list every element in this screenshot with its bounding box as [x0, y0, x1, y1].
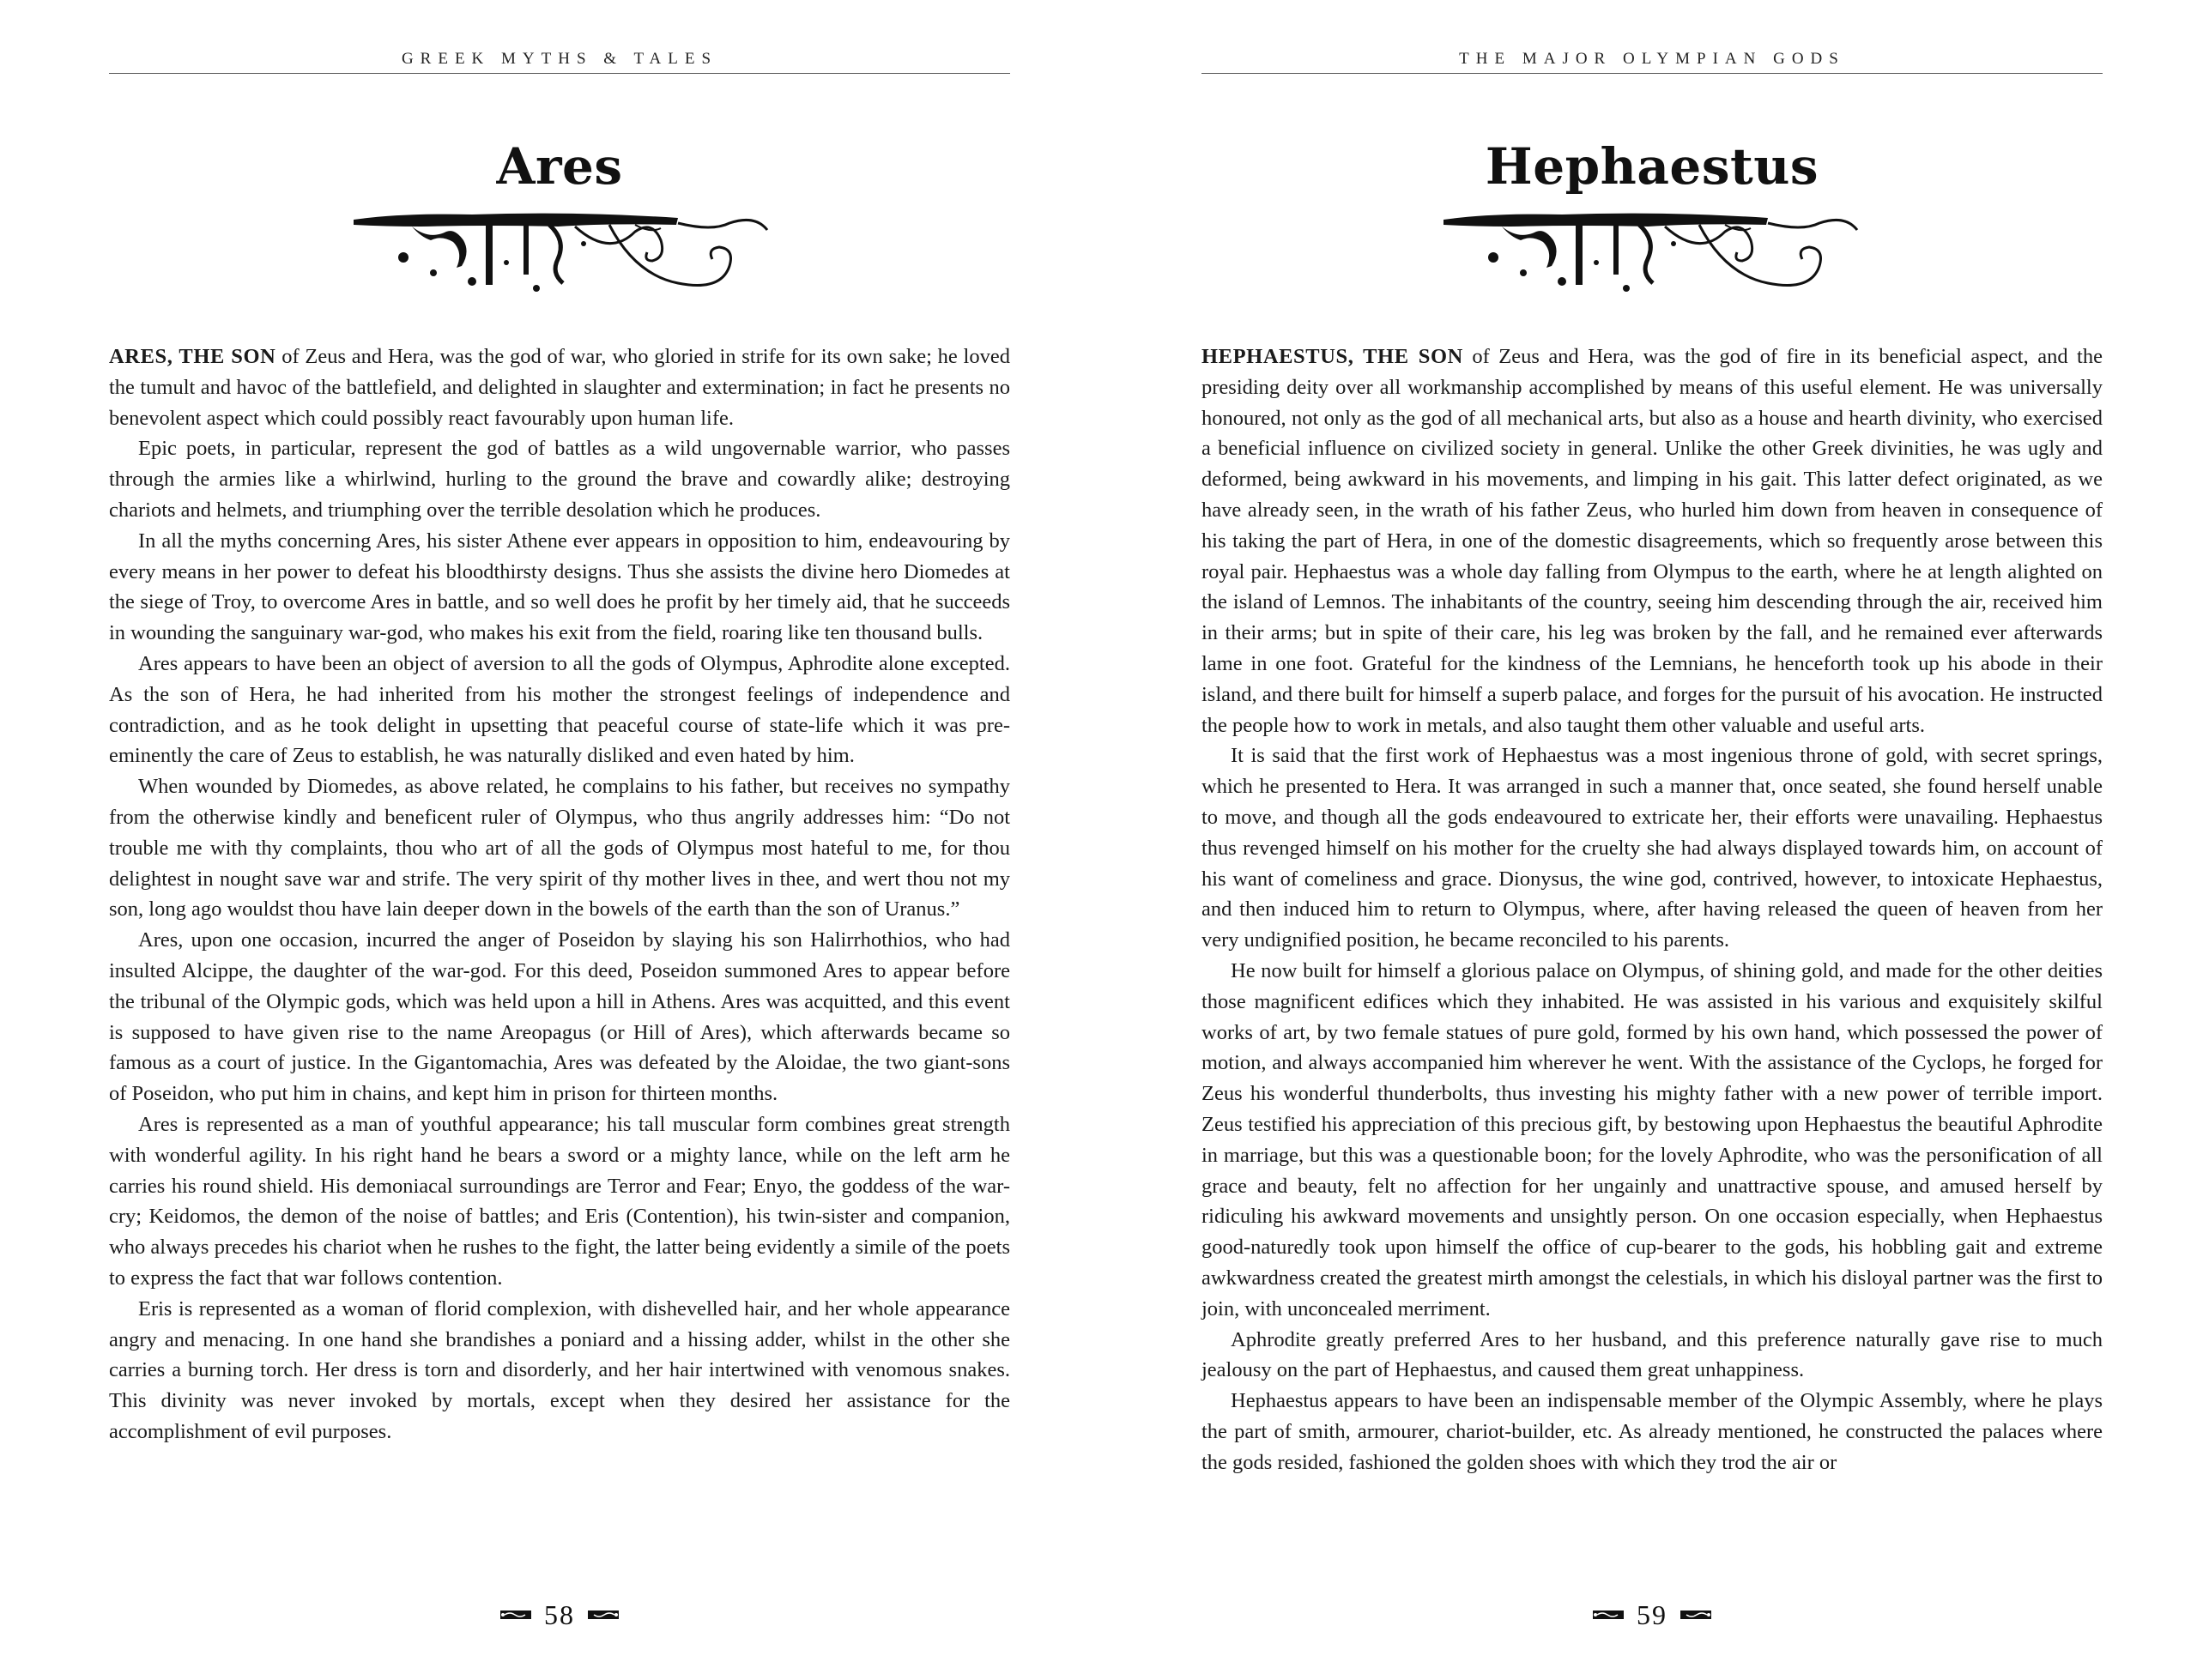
- lead-in: ARES, THE SON: [109, 345, 276, 368]
- page-folio: [109, 1598, 1010, 1632]
- paragraph: Ares is represented as a man of youthful appearance; his tall muscular form combines great strength with wonderful agility. In his right hand he bears a sword or a mighty lance, while on the left arm he carries his round shield. His demoniacal surroundings are Terror and Fear; Enyo, the goddess of the war-cry; Keidomos, the demon of the noise of battles; and Eris (Contention), his twin-sister and companion, who always precedes his chariot when he rushes to the fight, the latter being evidently a simile of the poets to express the fact that war follows contention.: [109, 1112, 1010, 1290]
- header-rule: [109, 73, 1010, 74]
- chapter-title: Ares: [496, 137, 623, 196]
- paragraph: When wounded by Diomedes, as above related, he complains to his father, but receives no sympathy from the otherwise kindly and beneficent ruler of Olympus, who thus angrily addresses him: “Do not trouble me with thy complaints, thou who art of all the gods of Olympus most hateful to me, for thou delightest in nought save war and strife. The very spirit of thy mother lives in thee, and wert thou not my son, long ago wouldst thou have lain deeper down in the bowels of the earth than the son of Uranus.”: [109, 775, 1010, 922]
- first-paragraph: [109, 341, 1010, 433]
- paragraph: Epic poets, in particular, represent the god of battles as a wild ungovernable warrior, who passes through the armies like a whirlwind, hurling to the ground the brave and cowardly alike; destroying chariots and helmets, and triumphing over the terrible desolation which he produces.: [109, 437, 1010, 522]
- first-paragraph: [1201, 341, 2103, 740]
- running-head: THE MAJOR OLYMPIAN GODS: [1459, 50, 1845, 68]
- scroll-ornament-icon: [587, 1607, 620, 1623]
- paragraph: He now built for himself a glorious palace on Olympus, of shining gold, and made for the other deities those magnificent edifices which they inhabited. He was assisted in his various and exquisitely skilful works of art, by two female statues of pure gold, formed by his own hand, which possessed the power of motion, and always accompanied him wherever he went. With the assistance of the Cyclops, he forged for Zeus his wonderful thunderbolts, thus investing his mighty father with a new power of terrible import. Zeus testified his appreciation of this precious gift, by bestowing upon Hephaestus the beautiful Aphrodite in marriage, but this was a questionable boon; for the lovely Aphrodite, who was the personification of all grace and beauty, felt no affection for her ungainly and unattractive spouse, and amused herself by ridiculing his awkward movements and unsightly person. On one occasion especially, when Hephaestus good-naturedly took upon himself the office of cup-bearer to the gods, his hobbling gait and extreme awkwardness created the greatest mirth amongst the celestials, in which his disloyal partner was the first to join, with unconcealed merriment.: [1201, 958, 2103, 1320]
- header-rule: [1201, 73, 2103, 74]
- first-paragraph-text: of Zeus and Hera, was the god of fire in its beneficial aspect, and the presiding deity over all workmanship accomplished by means of this useful element. He was universally honoured, not only as the god of all mechanical arts, but also as a house and hearth divinity, who exercised a beneficial influence on civilized society in general. Unlike the other Greek divinities, he was ugly and deformed, being awkward in his movements, and limping in his gait. This latter defect originated, as we have already seen, in the wrath of his father Zeus, who hurled him down from heaven in consequence of his taking the part of Hera, in one of the domestic disagreements, which so frequently arose between this royal pair. Hephaestus was a whole day falling from Olympus to the earth, where he at length alighted on the island of Lemnos. The inhabitants of the country, seeing him descending through the air, received him in their arms; but in spite of their care, his leg was broken by the fall, and he remained ever afterwards lame in one foot. Grateful for the kindness of the Lemnians, he henceforth took up his abode in their island, and there built for himself a superb palace, and forges for the pursuit of his avocation. He instructed the people how to work in metals, and also taught them other valuable and useful arts.: [1201, 345, 2103, 737]
- body-text: [109, 341, 1010, 1447]
- paragraph: Hephaestus appears to have been an indispensable member of the Olympic Assembly, where he plays the part of smith, armourer, chariot-builder, etc. As already mentioned, he constructed the palaces where the gods resided, fashioned the golden shoes with which they trod the air or: [1201, 1389, 2103, 1474]
- paragraph: It is said that the first work of Hephaestus was a most ingenious throne of gold, with secret springs, which he presented to Hera. It was arranged in such a manner that, once seated, she found herself unable to move, and though all the gods endeavoured to extricate her, their efforts were unavailing. Hephaestus thus revenged himself on his mother for the cruelty she had always displayed towards him, on account of his want of comeliness and grace. Dionysus, the wine god, contrived, however, to intoxicate Hephaestus, and then induced him to return to Olympus, where, after having released the queen of heaven from her very undignified position, he became reconciled to his parents.: [1201, 744, 2103, 952]
- scroll-ornament-icon: [1680, 1607, 1712, 1623]
- scroll-ornament-icon: [499, 1607, 532, 1623]
- body-text: [1201, 341, 2103, 1478]
- page-number: 59: [1637, 1598, 1667, 1630]
- paragraph: Ares, upon one occasion, incurred the anger of Poseidon by slaying his son Halirrhothios, who had insulted Alcippe, the daughter of the war-god. For this deed, Poseidon summoned Ares to appear before the tribunal of the Olympic gods, which was held upon a hill in Athens. Ares was acquitted, and this event is supposed to have given rise to the name Areopagus (or Hill of Ares), which afterwards became so famous as a court of justice. In the Gigantomachia, Ares was defeated by the Aloidae, the two giant-sons of Poseidon, who put him in chains, and kept him in prison for thirteen months.: [109, 928, 1010, 1106]
- ink-splatter-flourish-icon: [1442, 206, 1862, 305]
- paragraph: Eris is represented as a woman of florid complexion, with dishevelled hair, and her whole appearance angry and menacing. In one hand she brandishes a poniard and a hissing adder, whilst in the other she carries a burning torch. Her dress is torn and disorderly, and her hair intertwined with venomous snakes. This divinity was never invoked by mortals, except when they desired her assistance for the accomplishment of evil purposes.: [109, 1296, 1010, 1443]
- left-page: [0, 0, 1098, 1680]
- running-head: GREEK MYTHS & TALES: [401, 50, 718, 68]
- paragraph: In all the myths concerning Ares, his sister Athene ever appears in opposition to him, endeavouring by every means in her power to defeat his bloodthirsty designs. Thus she assists the divine hero Diomedes at the siege of Troy, to overcome Ares in battle, and so well does he profit by her timely aid, that he succeeds in wounding the sanguinary war-god, who makes his exit from the field, roaring like ten thousand bulls.: [109, 529, 1010, 645]
- right-page: [1098, 0, 2197, 1680]
- first-paragraph-text: of Zeus and Hera, was the god of war, who gloried in strife for its own sake; he loved the tumult and havoc of the battlefield, and delighted in slaughter and extermination; in fact he presents no benevolent aspect which could possibly react favourably upon human life.: [109, 345, 1010, 430]
- scroll-ornament-icon: [1592, 1607, 1625, 1623]
- chapter-title: Hephaestus: [1485, 137, 1819, 196]
- paragraph: Aphrodite greatly preferred Ares to her husband, and this preference naturally gave rise to much jealousy on the part of Hephaestus, and caused them great unhappiness.: [1201, 1327, 2103, 1382]
- lead-in: HEPHAESTUS, THE SON: [1201, 345, 1463, 368]
- ink-splatter-flourish-icon: [352, 206, 772, 305]
- page-number: 58: [544, 1598, 575, 1630]
- paragraph: Ares appears to have been an object of aversion to all the gods of Olympus, Aphrodite alone excepted. As the son of Hera, he had inherited from his mother the strongest feelings of independence and contradiction, and as he took delight in upsetting that peaceful course of state-life which it was pre-eminently the care of Zeus to establish, he was naturally disliked and even hated by him.: [109, 651, 1010, 768]
- page-folio: [1201, 1598, 2103, 1632]
